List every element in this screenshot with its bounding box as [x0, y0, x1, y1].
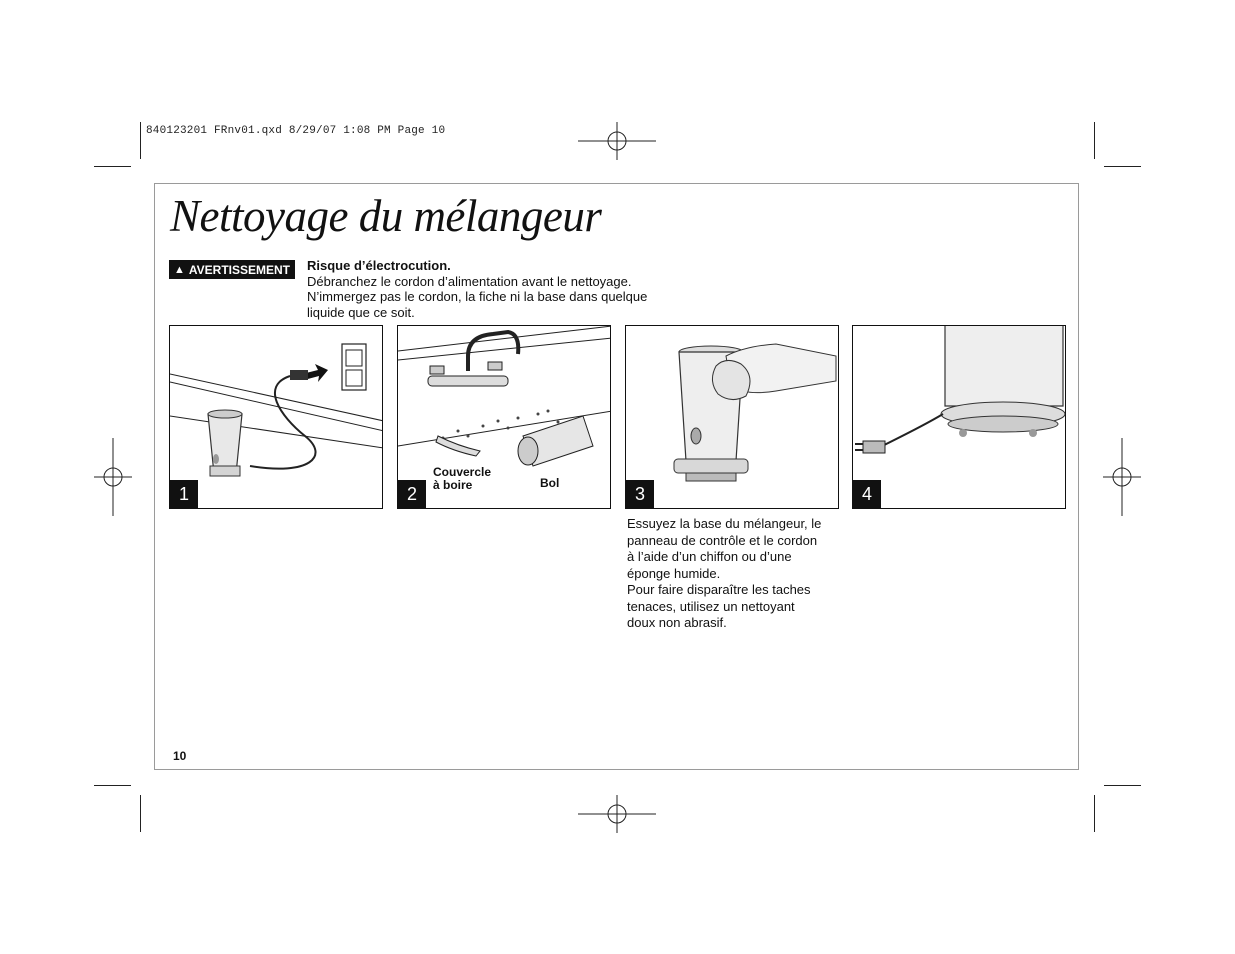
- caption-line: tenaces, utilisez un nettoyant: [627, 598, 795, 614]
- registration-mark-left: [94, 438, 134, 518]
- caption-line: éponge humide.: [627, 565, 721, 581]
- bowl-label: Bol: [540, 476, 560, 490]
- step-4-panel: [852, 325, 1066, 509]
- caption-line: Pour faire disparaître les taches: [627, 582, 811, 597]
- registration-mark-bottom: [578, 795, 658, 835]
- page-title: Nettoyage du mélangeur: [170, 191, 602, 241]
- warning-text: [307, 258, 647, 320]
- unplug-illustration: [170, 326, 383, 509]
- printer-slug: 840123201 FRnv01.qxd 8/29/07 1:08 PM Page 10: [146, 125, 446, 137]
- page-number: 10: [173, 749, 187, 763]
- caption-line: panneau de contrôle et le cordon: [627, 532, 818, 548]
- caption-line: à l’aide d’un chiffon ou d’une: [627, 549, 792, 564]
- warning-triangle-icon: ▲: [173, 263, 185, 276]
- warning-badge: [169, 260, 295, 279]
- caption-line: Essuyez la base du mélangeur, le: [627, 516, 822, 531]
- step-3-panel: [625, 325, 839, 509]
- step-number-badge: 1: [170, 480, 198, 508]
- cord-storage-illustration: [853, 326, 1066, 509]
- step-1-panel: [169, 325, 383, 509]
- step-2-panel: [397, 325, 611, 509]
- warning-line: Débranchez le cordon d’alimentation avant le nettoyage.: [307, 273, 632, 289]
- registration-mark-right: [1103, 438, 1143, 518]
- warning-badge-label: AVERTISSEMENT: [188, 262, 290, 277]
- warning-line: liquide que ce soit.: [307, 304, 415, 320]
- lid-label: Couvercle à boire: [433, 465, 492, 492]
- step-number-badge: 3: [626, 480, 654, 508]
- wipe-base-illustration: [626, 326, 839, 509]
- step-number-badge: 2: [398, 480, 426, 508]
- warning-heading: Risque d’électrocution.: [307, 258, 451, 273]
- step-3-caption: [627, 516, 842, 632]
- warning-line: N’immergez pas le cordon, la fiche ni la base dans quelque: [307, 289, 648, 304]
- caption-line: doux non abrasif.: [627, 615, 727, 630]
- step-number-badge: 4: [853, 480, 881, 508]
- registration-mark-top: [578, 122, 658, 162]
- sink-illustration: [398, 326, 611, 509]
